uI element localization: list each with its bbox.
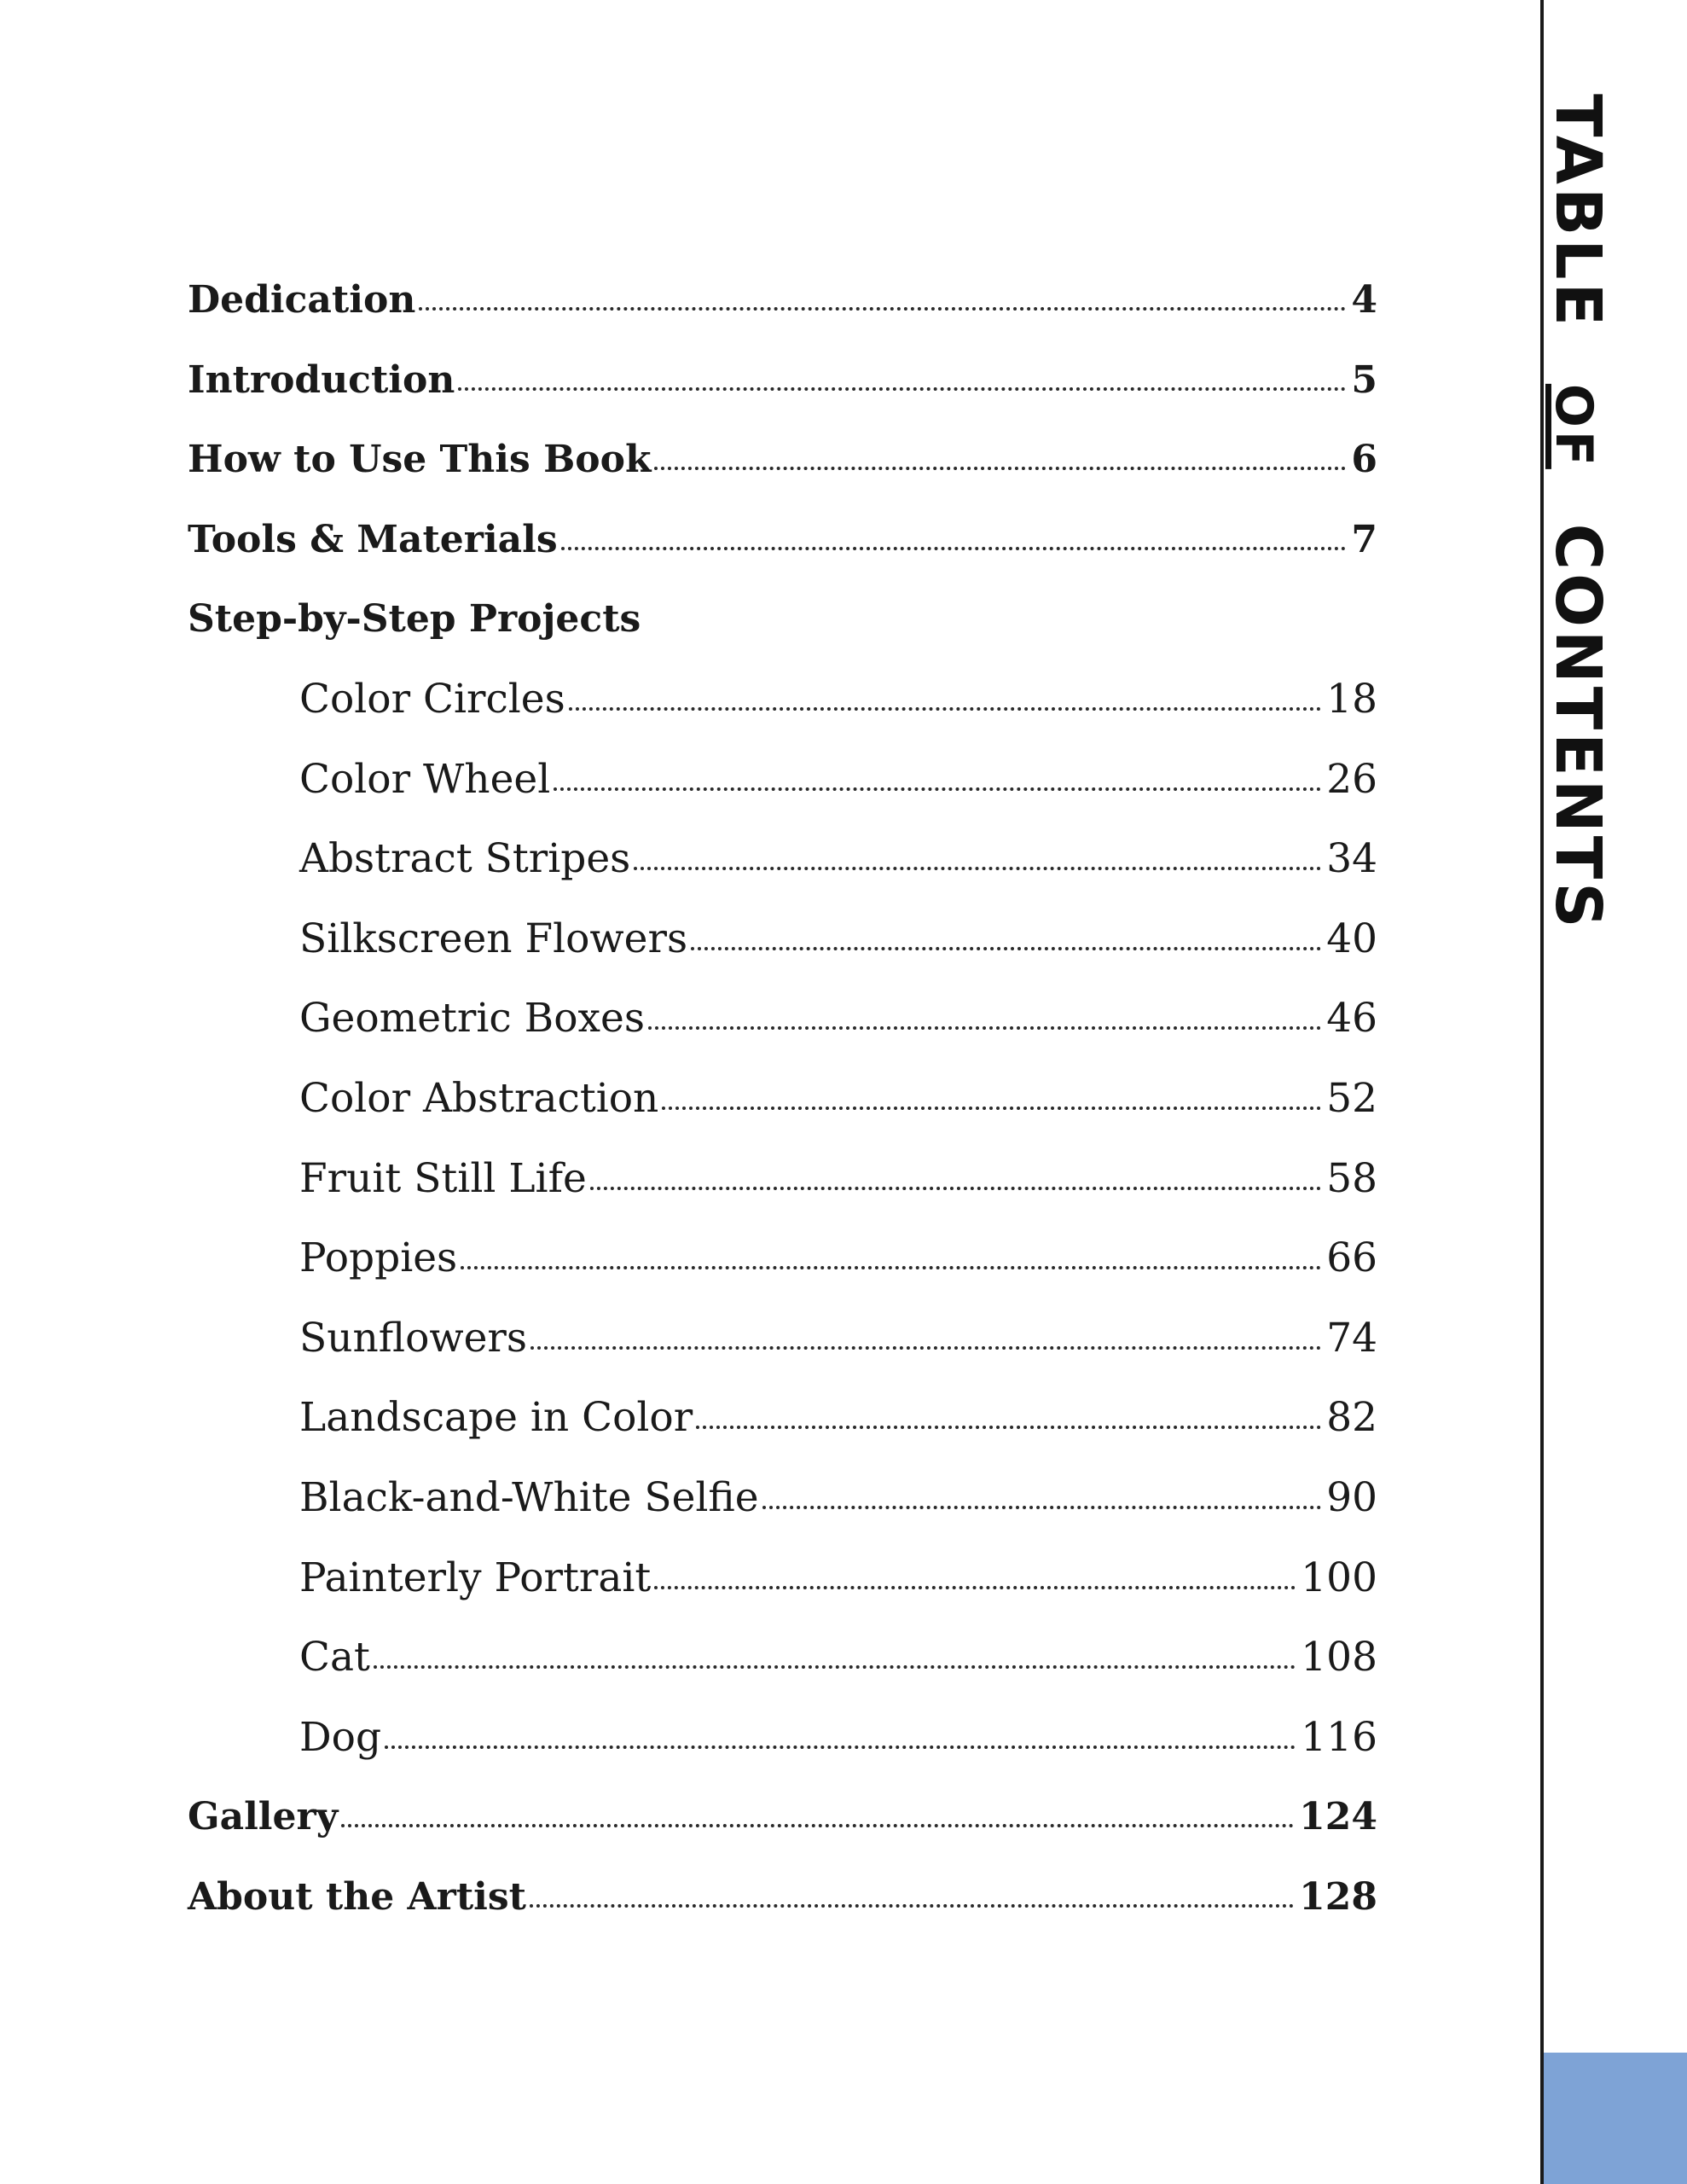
toc-entry-introduction[interactable]: [188, 340, 1377, 421]
dot-leader: [648, 1026, 1321, 1030]
dot-leader: [461, 1266, 1321, 1269]
toc-entry-project[interactable]: [188, 659, 1377, 740]
dot-leader: [385, 1745, 1296, 1749]
toc-entry-title: Color Circles: [299, 675, 565, 723]
dot-leader: [654, 467, 1346, 470]
toc-entry-project[interactable]: [188, 1458, 1377, 1538]
toc-entry-page: 66: [1326, 1234, 1377, 1282]
toc-entry-page: 18: [1326, 675, 1377, 723]
toc-entry-title: Geometric Boxes: [299, 995, 645, 1043]
toc-entry-title: Abstract Stripes: [299, 835, 631, 883]
toc-entry-title: Gallery: [188, 1795, 339, 1839]
toc-entry-title: Dedication: [188, 278, 416, 322]
toc-entry-title: Poppies: [299, 1234, 458, 1282]
dot-leader: [458, 387, 1346, 391]
toc-entry-page: 116: [1301, 1713, 1377, 1761]
dot-leader: [762, 1506, 1322, 1509]
section-heading-text: Step-by-Step Projects: [188, 597, 641, 642]
dot-leader: [691, 947, 1321, 950]
toc-entry-project[interactable]: [188, 1538, 1377, 1618]
chapter-tab-marker: [1544, 2053, 1687, 2184]
toc-section-heading: [188, 579, 1377, 659]
toc-entry-title: How to Use This Book: [188, 438, 652, 482]
toc-entry-title: About the Artist: [188, 1874, 526, 1919]
toc-entry-how-to-use[interactable]: [188, 420, 1377, 500]
title-word-contents: CONTENTS: [1541, 523, 1615, 932]
toc-entry-page: 52: [1326, 1074, 1377, 1122]
toc-entry-project[interactable]: [188, 1218, 1377, 1298]
toc-entry-title: Painterly Portrait: [299, 1554, 652, 1601]
dot-leader: [341, 1824, 1294, 1827]
toc-entry-project[interactable]: [188, 979, 1377, 1059]
table-of-contents: [188, 260, 1377, 1937]
toc-entry-project[interactable]: [188, 899, 1377, 979]
toc-entry-page: 4: [1351, 278, 1377, 322]
toc-entry-gallery[interactable]: [188, 1777, 1377, 1857]
dot-leader: [530, 1346, 1321, 1350]
toc-entry-project[interactable]: [188, 1378, 1377, 1458]
dot-leader: [561, 547, 1347, 550]
toc-entry-project[interactable]: [188, 1618, 1377, 1698]
toc-entry-page: 6: [1351, 438, 1377, 482]
dot-leader: [554, 787, 1321, 791]
title-word-of: OF: [1544, 383, 1603, 469]
dot-leader: [590, 1187, 1321, 1190]
toc-entry-project[interactable]: [188, 1139, 1377, 1219]
toc-entry-page: 82: [1326, 1394, 1377, 1442]
toc-entry-title: Dog: [299, 1713, 382, 1761]
toc-entry-page: 26: [1326, 755, 1377, 803]
toc-entry-page: 5: [1351, 357, 1377, 402]
toc-entry-project[interactable]: [188, 740, 1377, 820]
toc-entry-dedication[interactable]: [188, 260, 1377, 340]
toc-entry-page: 124: [1299, 1795, 1377, 1839]
dot-leader: [662, 1107, 1321, 1110]
title-word-table: TABLE: [1541, 94, 1615, 330]
toc-entry-title: Fruit Still Life: [299, 1154, 587, 1202]
toc-entry-title: Color Wheel: [299, 755, 551, 803]
toc-entry-title: Introduction: [188, 357, 455, 402]
toc-entry-title: Black-and-White Selfie: [299, 1473, 759, 1521]
toc-entry-project[interactable]: [188, 1698, 1377, 1778]
toc-entry-page: 100: [1301, 1554, 1377, 1601]
toc-entry-page: 90: [1326, 1473, 1377, 1521]
dot-leader: [569, 707, 1321, 711]
toc-entry-page: 7: [1351, 517, 1377, 561]
dot-leader: [654, 1586, 1296, 1589]
toc-entry-page: 46: [1326, 995, 1377, 1043]
dot-leader: [696, 1426, 1321, 1429]
toc-entry-title: Landscape in Color: [299, 1394, 693, 1442]
dot-leader: [374, 1665, 1296, 1669]
dot-leader: [530, 1904, 1294, 1908]
toc-entry-page: 74: [1326, 1314, 1377, 1362]
toc-entry-page: 108: [1301, 1634, 1377, 1682]
toc-entry-title: Cat: [299, 1634, 370, 1682]
toc-entry-title: Sunflowers: [299, 1314, 528, 1362]
vertical-section-title: [1541, 94, 1615, 932]
toc-entry-title: Color Abstraction: [299, 1074, 659, 1122]
toc-entry-tools-materials[interactable]: [188, 500, 1377, 580]
toc-entry-page: 128: [1299, 1874, 1377, 1919]
toc-entry-page: 40: [1326, 915, 1377, 962]
toc-entry-project[interactable]: [188, 1298, 1377, 1379]
dot-leader: [419, 307, 1346, 311]
toc-entry-project[interactable]: [188, 1059, 1377, 1139]
dot-leader: [634, 867, 1321, 870]
toc-entry-about-artist[interactable]: [188, 1857, 1377, 1937]
toc-entry-page: 58: [1326, 1154, 1377, 1202]
toc-entry-page: 34: [1326, 835, 1377, 883]
toc-entry-title: Silkscreen Flowers: [299, 915, 688, 962]
toc-entry-title: Tools & Materials: [188, 517, 558, 561]
toc-entry-project[interactable]: [188, 819, 1377, 899]
